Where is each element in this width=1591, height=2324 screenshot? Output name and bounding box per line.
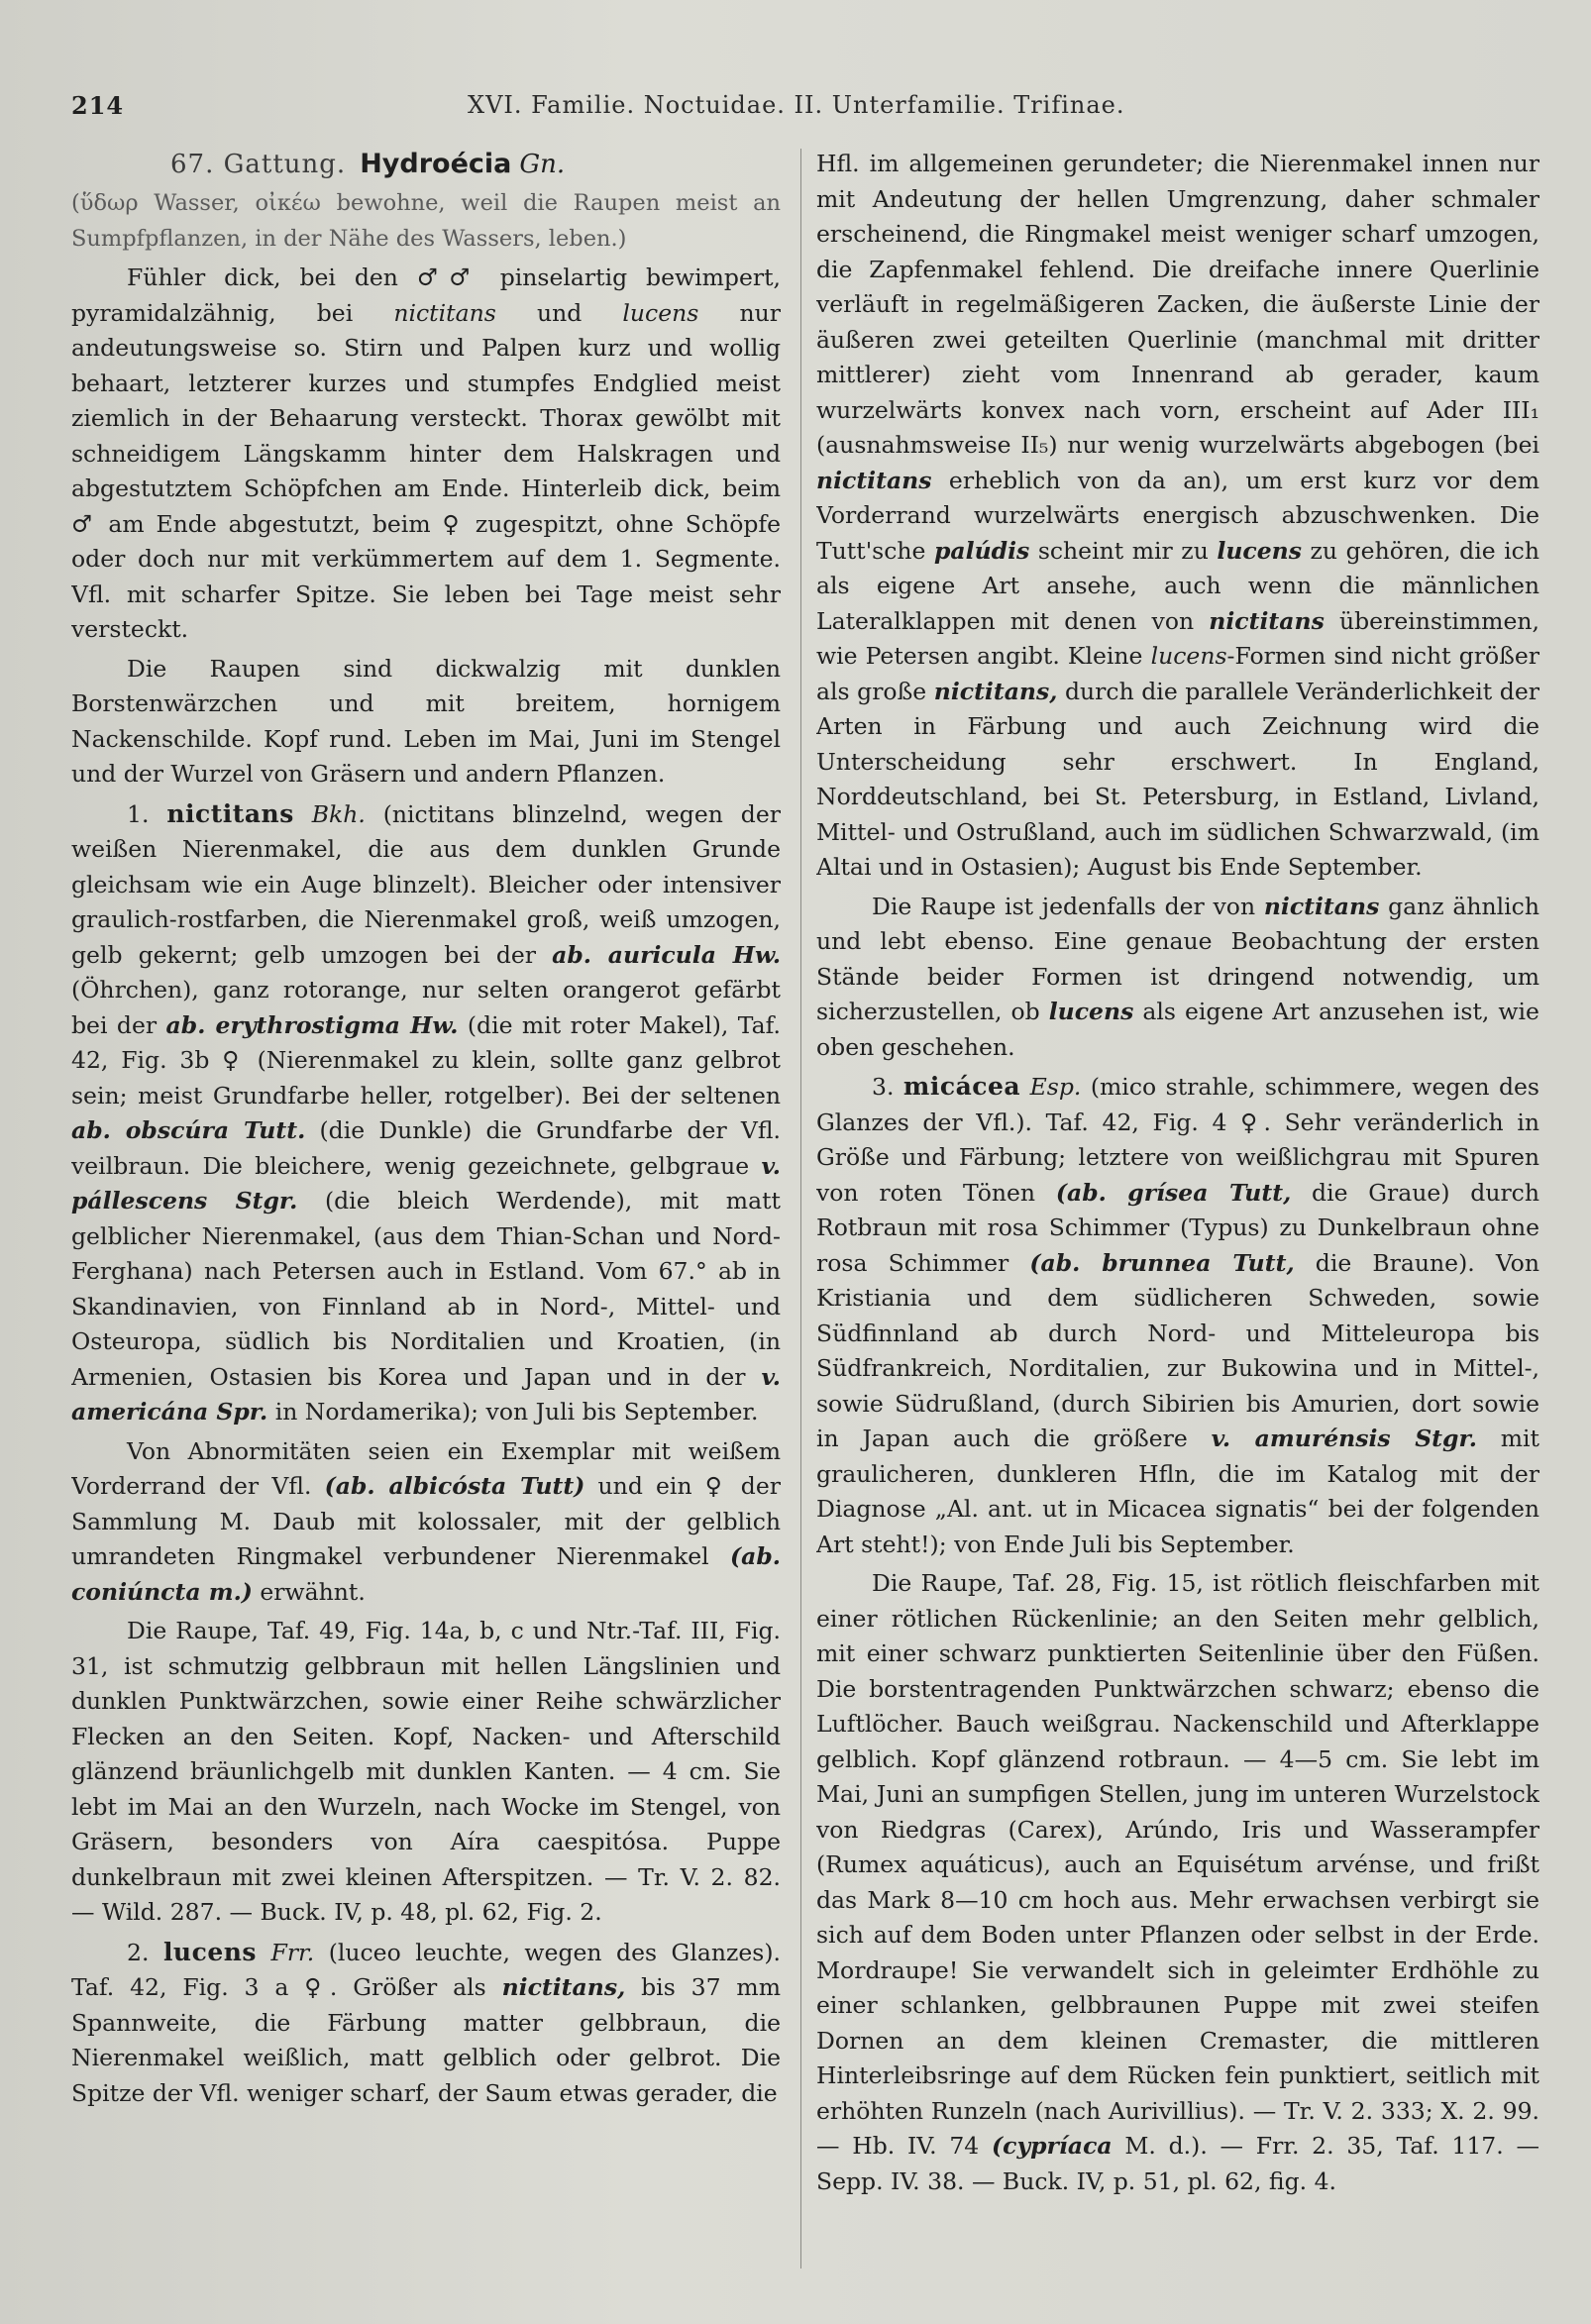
genus-author: Gn. — [519, 150, 566, 179]
species-name: micácea — [902, 1072, 1021, 1101]
larva-micacea: Die Raupe, Taf. 28, Fig. 15, ist rötlich fleischfarben mit einer rötlichen Rückenlinie; an den Seiten mehr gelblich, mit einer schwarz punktierten Seitenlinie über den Füßen. Die borstentragenden Punktwärzchen schwarz; ebenso die Luftlöcher. Bauch weißgrau. Nackenschild und Afterklappe gelblich. Kopf glänzend rotbraun. — 4—5 cm. Sie lebt im Mai, Juni an sumpfigen Stellen, jung im unteren Wurzelstock von Riedgras (Carex), Arúndo, Iris und Wasserampfer (Rumex aquáticus), auch an Equisétum arvénse, und frißt das Mark 8—10 cm hoch aus. Mehr erwachsen verbirgt sie sich auf dem Boden unter Pflanzen oder selbst in der Erde. Mordraupe! Sie verwandelt sich in geleimter Erdhöhle zu einer schlanken, gelbbraunen Puppe mit zwei steifen Dornen an dem kleinen Cremaster, die mittleren Hinterleibsringe auf dem Rücken fein punktiert, seitlich mit erhöhten Runzeln (nach Aurivillius). — Tr. V. 2. 333; X. 2. 99. — Hb. IV. 74 (cypríaca M. d.). — Frr. 2. 35, Taf. 117. — Sepp. IV. 38. — Buck. IV, p. 51, pl. 62, fig. 4. — [816, 1569, 1539, 2195]
genus-description: Fühler dick, bei den ♂♂ pinselartig bewimpert, pyramidalzähnig, bei nictitans und lucens nur andeutungsweise so. Stirn und Palpen kurz und wollig behaart, letzterer kurzes und stumpfes Endglied meist ziemlich in der Behaarung versteckt. Thorax gewölbt mit schneidigem Längskamm hinter dem Halskragen und abgestutztem Schöpfchen am Ende. Hinterleib dick, beim ♂ am Ende abgestutzt, beim ♀ zugespitzt, ohne Schöpfe oder doch nur mit verkümmertem auf dem 1. Segmente. Vfl. mit scharfer Spitze. Sie leben bei Tage meist sehr versteckt. — [71, 264, 781, 643]
column-divider — [800, 149, 801, 2269]
page-header — [71, 91, 1532, 125]
species-name: nictitans — [166, 798, 294, 828]
species-micacea: 3. micácea Esp. (mico strahle, schimmere, wegen des Glanzes der Vfl.). Taf. 42, Fig. 4 ♀. Sehr veränderlich in Größe und Färbung; letztere von weißlichgrau mit Spuren von roten Tönen (ab. grísea Tutt, die Graue) durch Rotbraun mit rosa Schimmer (Typus) zu Dunkelbraun ohne rosa Schimmer (ab. brunnea Tutt, die Braune). Von Kristiania und dem südlicheren Schweden, sowie Südfinnland ab durch Nord- und Mitteleuropa bis Südfrankreich, Norditalien, zur Bukowina und in Mittel-, sowie Südrußland, (durch Sibirien bis Amurien, dort sowie in Japan auch die größere v. amurénsis Stgr. mit graulicheren, dunkleren Hfln, die im Katalog mit der Diagnose „Al. ant. ut in Micacea signatis“ bei der folgenden Art steht!); von Ende Juli bis September. — [816, 1072, 1539, 1558]
genus-etymology: (ὕδωρ Wasser, οἰκέω bewohne, weil die Raupen meist an Sumpfpflanzen, in der Nähe des Wassers, leben.) — [71, 190, 781, 252]
genus-label: 67. Gattung. — [170, 150, 347, 179]
species-name: lucens — [162, 1937, 257, 1966]
page-number: 214 — [71, 91, 125, 120]
abnormities-paragraph: Von Abnormitäten seien ein Exemplar mit weißem Vorderrand der Vfl. (ab. albicósta Tutt) und ein ♀ der Sammlung M. Daub mit kolossaler, mit der gelblich umrandeten Ringmakel verbundener Nierenmakel (ab. coniúncta m.) erwähnt. — [71, 1436, 781, 1606]
running-head: XVI. Familie. Noctuidae. II. Unterfamilie. Trifinae. — [468, 91, 1125, 119]
genus-larva-description: Die Raupen sind dickwalzig mit dunklen Borstenwärzchen und mit breitem, hornigem Nackenschilde. Kopf rund. Leben im Mai, Juni im Stengel und der Wurzel von Gräsern und andern Pflanzen. — [71, 654, 781, 788]
left-column — [71, 147, 781, 2276]
right-column — [816, 147, 1539, 2276]
species-lucens: 2. lucens Frr. (luceo leuchte, wegen des Glanzes). Taf. 42, Fig. 3 a ♀. Größer als nictitans, bis 37 mm Spannweite, die Färbung matter gelbbraun, die Nierenmakel weißlich, matt gelblich oder gelbrot. Die Spitze der Vfl. weniger scharf, der Saum etwas gerader, die — [71, 1937, 781, 2107]
larva-lucens: Die Raupe ist jedenfalls der von nictitans ganz ähnlich und lebt ebenso. Eine genaue Beobachtung der ersten Stände beider Formen ist dringend notwendig, um sicherzustellen, ob lucens als eigene Art anzusehen ist, wie oben geschehen. — [816, 892, 1539, 1061]
genus-name: Hydroécia — [360, 149, 512, 179]
genus-heading — [71, 147, 781, 182]
larva-nictitans: Die Raupe, Taf. 49, Fig. 14a, b, c und Ntr.-Taf. III, Fig. 31, ist schmutzig gelbbraun mit hellen Längslinien und dunklen Punktwärzchen, sowie einer Reihe schwärzlicher Flecken an den Seiten. Kopf, Nacken- und Afterschild glänzend bräunlichgelb mit dunklen Kanten. — 4 cm. Sie lebt im Mai an den Wurzeln, nach Wocke im Stengel, von Gräsern, besonders von Aíra caespitósa. Puppe dunkelbraun mit zwei kleinen Afterspitzen. — Tr. V. 2. 82. — Wild. 287. — Buck. IV, p. 48, pl. 62, Fig. 2. — [71, 1617, 781, 1926]
lucens-continued: Hfl. im allgemeinen gerundeter; die Nierenmakel innen nur mit Andeutung der hellen Umgrenzung, daher schmaler erscheinend, die Ringmakel meist weniger scharf umzogen, die Zapfenmakel fehlend. Die dreifache innere Querlinie verläuft in regelmäßigeren Zacken, die äußerste Linie der äußeren zwei geteilten Querlinie (manchmal mit dritter mittlerer) zieht vom Innenrand ab gerader, kaum wurzelwärts konvex nach vorn, erscheint auf Ader III₁ (ausnahmsweise II₅) nur wenig wurzelwärts abgebogen (bei nictitans erheblich von da an), um erst kurz vor dem Vorderrand wurzelwärts energisch abzuschwenken. Die Tutt'sche palúdis scheint mir zu lucens zu gehören, die ich als eigene Art ansehe, auch wenn die männlichen Lateralklappen mit denen von nictitans übereinstimmen, wie Petersen angibt. Kleine lucens-Formen sind nicht größer als große nictitans, durch die parallele Veränderlichkeit der Arten in Färbung und auch Zeichnung wird die Unterscheidung sehr erschwert. In England, Norddeutschland, bei St. Petersburg, in Estland, Livland, Mittel- und Ostrußland, auch im südlichen Schwarzwald, (im Altai und in Ostasien); August bis Ende September. — [816, 150, 1539, 881]
species-nictitans: 1. nictitans Bkh. (nictitans blinzelnd, wegen der weißen Nierenmakel, die aus dem dunklen Grunde gleichsam wie ein Auge blinzelt). Bleicher oder intensiver graulich-rostfarben, die Nierenmakel groß, weiß umzogen, gelb gekernt; gelb umzogen bei der ab. auricula Hw. (Öhrchen), ganz rotorange, nur selten orangerot gefärbt bei der ab. erythrostigma Hw. (die mit roter Makel), Taf. 42, Fig. 3b ♀ (Nierenmakel zu klein, sollte ganz gelbrot sein; meist Grundfarbe heller, rotgelber). Bei der seltenen ab. obscúra Tutt. (die Dunkle) die Grundfarbe der Vfl. veilbraun. Die bleichere, wenig gezeichnete, gelbgraue v. pállescens Stgr. (die bleich Werdende), mit matt gelblicher Nierenmakel, (aus dem Thian-Schan und Nord-Ferghana) nach Petersen auch in Estland. Vom 67.° ab in Skandinavien, von Finnland ab in Nord-, Mittel- und Osteuropa, südlich bis Norditalien und Kroatien, (in Armenien, Ostasien bis Korea und Japan und in der v. americána Spr. in Nordamerika); von Juli bis September. — [71, 798, 781, 1426]
